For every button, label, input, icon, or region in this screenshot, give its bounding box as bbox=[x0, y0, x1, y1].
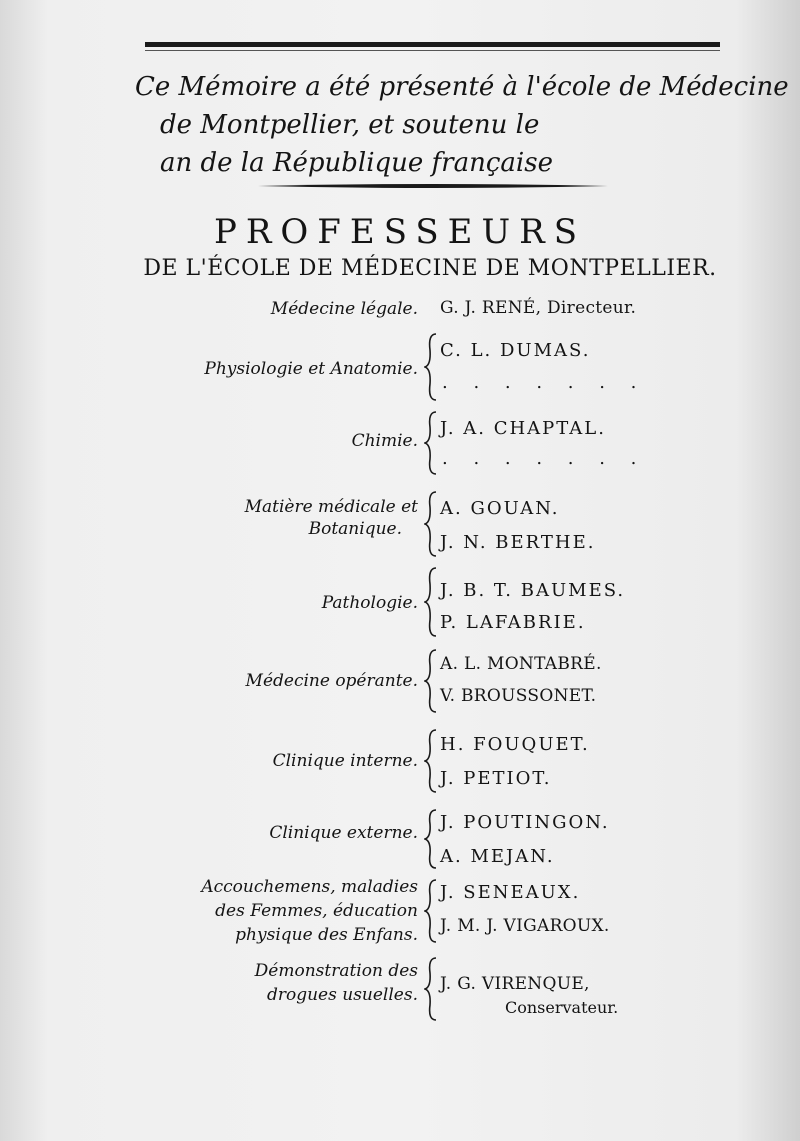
brace-icon bbox=[424, 566, 438, 638]
subject-label: Médecine légale. bbox=[270, 299, 418, 319]
subject-label: Clinique externe. bbox=[269, 823, 418, 843]
subject-label-line: des Femmes, éducation bbox=[215, 901, 418, 921]
professor-name: A. MEJAN. bbox=[440, 846, 555, 867]
professor-name: J. PETIOT. bbox=[440, 768, 552, 789]
top-rule-thin bbox=[145, 50, 720, 51]
subject-label-line: Accouchemens, maladies bbox=[201, 877, 418, 897]
brace-icon bbox=[424, 648, 438, 714]
brace-icon bbox=[424, 410, 438, 476]
professor-name: H. FOUQUET. bbox=[440, 734, 590, 755]
brace-icon bbox=[424, 808, 438, 870]
intro-line-2: de Montpellier, et soutenu le bbox=[160, 110, 540, 140]
page-title: PROFESSEURS bbox=[213, 212, 587, 252]
professor-name: A. L. MONTABRÉ. bbox=[440, 654, 602, 674]
professor-name: J. A. CHAPTAL. bbox=[440, 418, 606, 439]
subject-label: Clinique interne. bbox=[272, 751, 418, 771]
professor-name: J. B. T. BAUMES. bbox=[440, 580, 626, 601]
subject-label: Chimie. bbox=[351, 431, 418, 451]
professor-name: P. LAFABRIE. bbox=[440, 612, 586, 633]
top-rule bbox=[145, 42, 720, 47]
professor-name: J. G. VIRENQUE, bbox=[440, 974, 590, 994]
professor-name-placeholder: . . . . . . . bbox=[442, 448, 647, 469]
brace-icon bbox=[424, 490, 438, 558]
page-subtitle: DE L'ÉCOLE DE MÉDECINE DE MONTPELLIER. bbox=[143, 256, 717, 281]
subject-label-line: Botanique. bbox=[308, 519, 402, 539]
subject-label: Pathologie. bbox=[321, 593, 418, 613]
subject-label: Médecine opérante. bbox=[245, 671, 418, 691]
professor-name: J. N. BERTHE. bbox=[440, 532, 596, 553]
professor-name: J. POUTINGON. bbox=[440, 812, 610, 833]
brace-icon bbox=[424, 956, 438, 1022]
subject-label-line: Démonstration des bbox=[254, 961, 418, 981]
subject-label-line: drogues usuelles. bbox=[266, 985, 418, 1005]
brace-icon bbox=[424, 332, 438, 402]
professor-name-placeholder: . . . . . . . bbox=[442, 372, 647, 393]
professor-name: J. SENEAUX. bbox=[440, 882, 581, 903]
professor-name: A. GOUAN. bbox=[440, 498, 560, 519]
professor-name: G. J. RENÉ, Directeur. bbox=[440, 298, 637, 318]
professor-title: Conservateur. bbox=[505, 998, 619, 1017]
intro-paragraph bbox=[135, 68, 789, 182]
subject-label: Physiologie et Anatomie. bbox=[204, 359, 418, 379]
professor-name: V. BROUSSONET. bbox=[440, 686, 597, 706]
ornamental-rule bbox=[258, 183, 608, 189]
intro-line-3: an de la République française bbox=[160, 148, 553, 178]
brace-icon bbox=[424, 878, 438, 944]
subject-label-line: Matière médicale et bbox=[244, 497, 418, 517]
professor-name: J. M. J. VIGAROUX. bbox=[440, 916, 610, 936]
professor-name: C. L. DUMAS. bbox=[440, 340, 591, 361]
intro-line-1: Ce Mémoire a été présenté à l'école de Médecine bbox=[135, 72, 789, 102]
subject-label-line: physique des Enfans. bbox=[235, 925, 418, 945]
brace-icon bbox=[424, 728, 438, 794]
